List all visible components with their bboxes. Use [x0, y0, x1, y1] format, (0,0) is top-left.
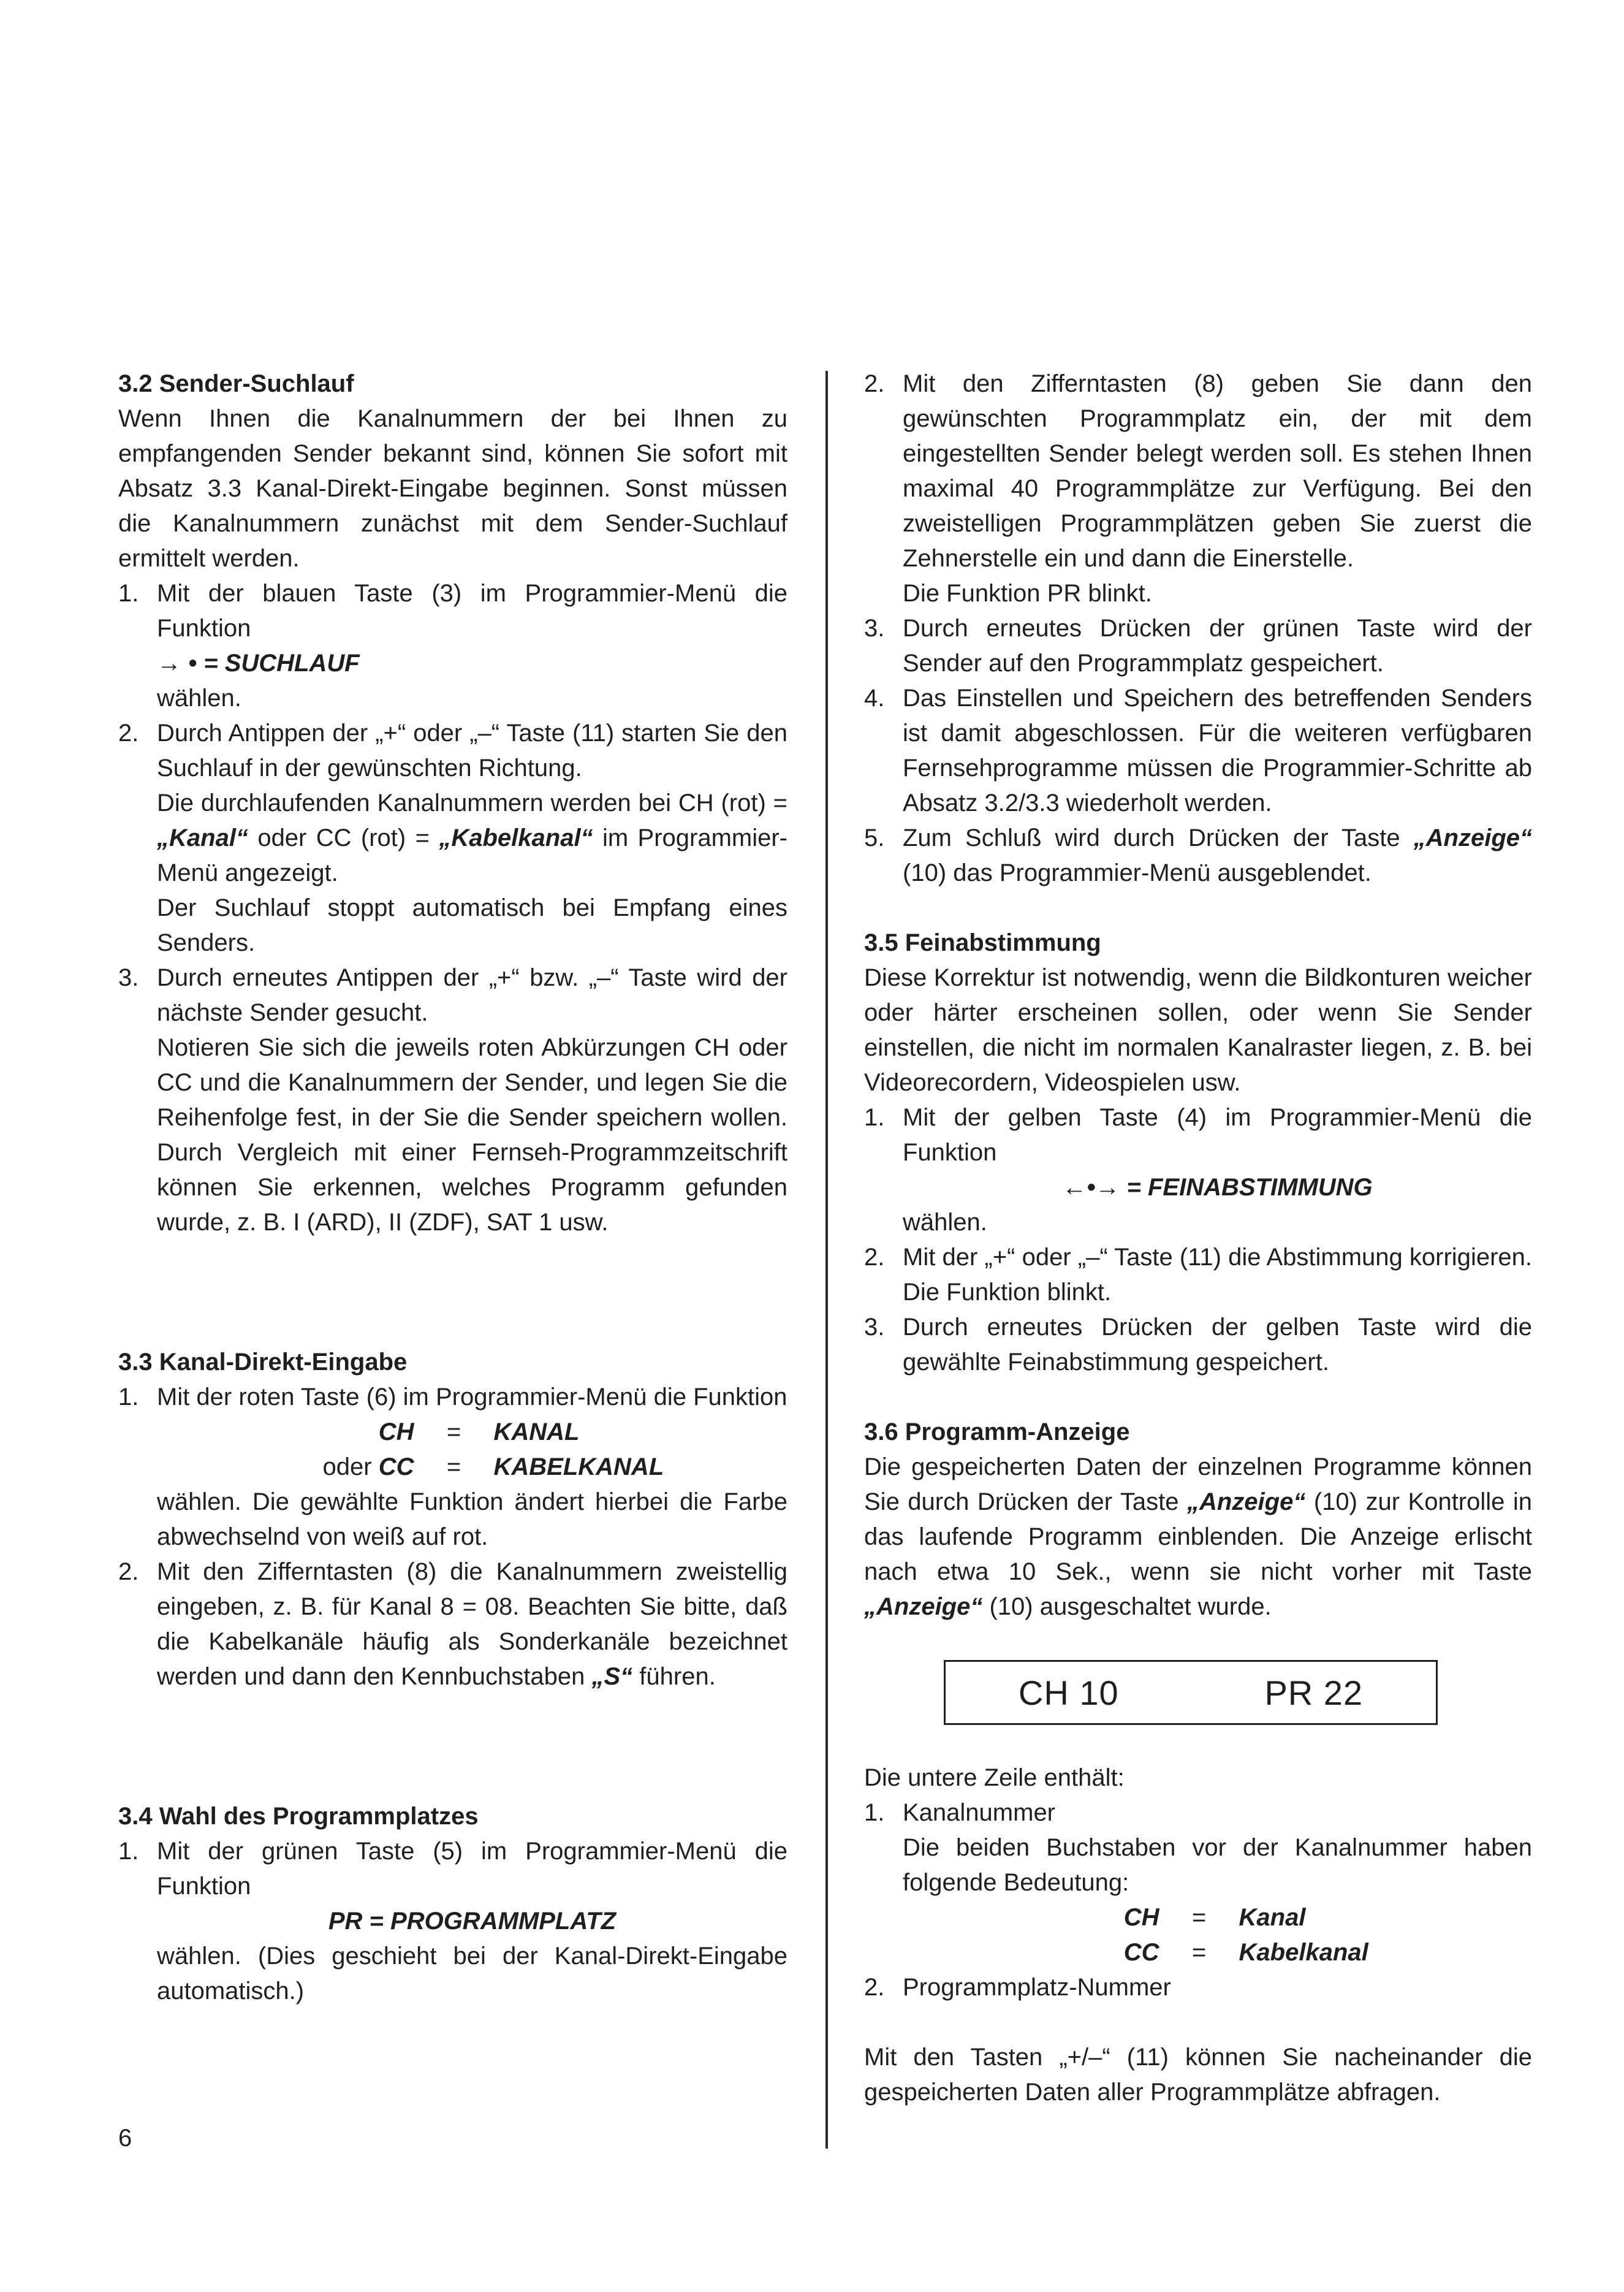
text-run: (10) ausgeschaltet wurde. [982, 1593, 1272, 1620]
item-text [903, 821, 1532, 891]
lower-line-caption: Die untere Zeile enthält: [864, 1764, 1125, 1791]
item-number: 3. [864, 615, 885, 642]
item-text: Der Suchlauf stoppt automatisch bei Empfang eines Senders. [157, 894, 787, 956]
list-item [118, 961, 787, 1240]
item-text: Durch Antippen der „+“ oder „–“ Taste (11) starten Sie den Suchlauf in der gewünschten Richtung. [157, 720, 787, 782]
item-number: 1. [118, 580, 139, 607]
item-text [157, 1555, 787, 1694]
step-list [864, 1100, 1532, 1380]
page-number: 6 [118, 2125, 132, 2152]
spacer [864, 891, 1532, 926]
list-item [864, 1310, 1532, 1380]
formula-ch [903, 1900, 1532, 1935]
text-run: Zum Schluß wird durch Drücken der Taste [903, 824, 1414, 851]
text-run: Mit den Zifferntasten (8) die Kanalnummern zweistellig eingeben, z. B. für Kanal 8 = 08. Beachten Sie bitte, daß die Kabelkanäle häufig als Sonderkanäle bezeichnet werden und dann den Kennbuchstaben [157, 1558, 787, 1690]
item-text: Mit der gelben Taste (4) im Programmier-Menü die Funktion [903, 1104, 1532, 1166]
step-list [118, 1834, 787, 2009]
section-title: 3.4 Wahl des Programmplatzes [118, 1803, 479, 1830]
function-formula: ←•→ = FEINABSTIMMUNG [1062, 1174, 1373, 1201]
item-text: Durch erneutes Drücken der grünen Taste wird der Sender auf den Programmplatz gespeichert. [903, 615, 1532, 677]
formula-ch [157, 1415, 787, 1450]
spacer [118, 1240, 787, 1345]
list-item [118, 1380, 787, 1555]
list-item [118, 576, 787, 716]
formula-right: Kabelkanal [1239, 1939, 1368, 1966]
function-formula: PR = PROGRAMMPLATZ [328, 1908, 617, 1935]
closing-text: Mit den Tasten „+/–“ (11) können Sie nacheinander die gespeicherten Daten aller Programmplätze abfragen. [864, 2044, 1532, 2106]
section-3-5 [864, 926, 1532, 1380]
section-3-3 [118, 1345, 787, 1694]
item-number: 2. [864, 370, 885, 397]
step-list [864, 367, 1532, 891]
item-number: 1. [118, 1384, 139, 1411]
formula-left [255, 1450, 414, 1485]
formula-left: CH [1123, 1904, 1159, 1931]
item-text [157, 786, 787, 891]
list-item [864, 611, 1532, 681]
display-program: PR 22 [1264, 1673, 1364, 1712]
section-3-4 [118, 1799, 787, 2009]
list-item [118, 716, 787, 961]
item-text: wählen. [903, 1209, 987, 1236]
item-text: Kanalnummer [903, 1799, 1056, 1826]
term-s: „S“ [591, 1663, 633, 1690]
term-anzeige: „Anzeige“ [1413, 824, 1532, 851]
section-intro: Diese Korrektur ist notwendig, wenn die Bildkonturen weicher oder härter erscheinen sollen, oder wenn Sie Sender einstellen, die nicht im normalen Kanalraster liegen, z. B. bei Videorecordern, Videospielen usw. [864, 964, 1532, 1096]
step-list [864, 1795, 1532, 2005]
formula-left: CC [1123, 1939, 1159, 1966]
item-text: wählen. [157, 685, 241, 712]
item-text: Durch erneutes Drücken der gelben Taste wird die gewählte Feinabstimmung gespeichert. [903, 1314, 1532, 1376]
spacer [864, 2005, 1532, 2040]
item-text: Das Einstellen und Speichern des betreffenden Senders ist damit abgeschlossen. Für die weiteren verfügbaren Fernsehprogramme müssen die Programmier-Schritte ab Absatz 3.2/3.3 wiederholt werden. [903, 685, 1532, 817]
formula-right: Kanal [1239, 1904, 1306, 1931]
section-3-2 [118, 367, 787, 1240]
list-item [864, 1240, 1532, 1310]
formula-cc [157, 1450, 787, 1485]
right-column [864, 367, 1532, 2110]
formula-right: KANAL [493, 1418, 580, 1445]
text-run: oder CC (rot) = [248, 824, 439, 851]
item-text: Mit den Zifferntasten (8) geben Sie dann den gewünschten Programmplatz ein, der mit dem eingestellten Sender belegt werden soll. Es stehen Ihnen maximal 40 Programmplätze zur Verfügung. Bei den zweistelligen Programmplätzen geben Sie zuerst die Zehnerstelle ein und dann die Einerstelle. [903, 370, 1532, 572]
formula-code: CC [378, 1453, 414, 1480]
item-text: Programmplatz-Nummer [903, 1974, 1171, 2001]
item-number: 3. [118, 964, 139, 991]
formula-equals: = [1191, 1939, 1207, 1966]
spacer [864, 1380, 1532, 1415]
step-list [118, 1380, 787, 1694]
list-item [864, 821, 1532, 891]
formula-equals: = [1191, 1904, 1207, 1931]
step-list [118, 576, 787, 1240]
list-item [118, 1555, 787, 1694]
section-intro: Wenn Ihnen die Kanalnummern der bei Ihnen zu empfangenden Sender bekannt sind, können Sie sofort mit Absatz 3.3 Kanal-Direkt-Eingabe beginnen. Sonst müssen die Kanalnummern zunächst mit dem Sender-Suchlauf ermittelt werden. [118, 405, 787, 572]
item-text: Mit der grünen Taste (5) im Programmier-Menü die Funktion [157, 1838, 787, 1900]
text-run: im Programmier-Menü angezeigt. [157, 824, 787, 886]
item-number: 1. [118, 1838, 139, 1865]
item-text: Durch erneutes Antippen der „+“ bzw. „–“ Taste wird der nächste Sender gesucht. [157, 964, 787, 1026]
item-number: 2. [118, 720, 139, 747]
term-kabelkanal: „Kabelkanal“ [439, 824, 593, 851]
item-text: Mit der blauen Taste (3) im Programmier-Menü die Funktion [157, 580, 787, 642]
term-anzeige: „Anzeige“ [864, 1593, 983, 1620]
list-item [864, 1970, 1532, 2005]
spacer [118, 1694, 787, 1799]
formula-equals: = [446, 1418, 461, 1445]
channel-display-box [944, 1660, 1438, 1725]
section-title: 3.6 Programm-Anzeige [864, 1418, 1130, 1445]
list-item [864, 1795, 1532, 1970]
text-run: führen. [632, 1663, 716, 1690]
item-text: Die Funktion PR blinkt. [903, 580, 1152, 607]
item-number: 5. [864, 824, 885, 851]
function-formula: → • = SUCHLAUF [157, 650, 360, 677]
item-number: 1. [864, 1799, 885, 1826]
section-title: 3.3 Kanal-Direkt-Eingabe [118, 1349, 408, 1376]
list-item [118, 1834, 787, 2009]
item-number: 2. [864, 1974, 885, 2001]
section-3-4-continued [864, 367, 1532, 891]
section-intro [864, 1450, 1532, 1624]
item-text: Mit der „+“ oder „–“ Taste (11) die Abstimmung korrigieren. Die Funktion blinkt. [903, 1244, 1532, 1306]
item-text: Mit der roten Taste (6) im Programmier-Menü die Funktion [157, 1384, 787, 1411]
item-number: 2. [118, 1558, 139, 1585]
formula-equals: = [446, 1453, 461, 1480]
section-3-6 [864, 1415, 1532, 2110]
item-number: 2. [864, 1244, 885, 1271]
list-item [864, 367, 1532, 611]
item-text: Notieren Sie sich die jeweils roten Abkürzungen CH oder CC und die Kanalnummern der Sender, und legen Sie die Reihenfolge fest, in der Sie die Sender speichern wollen. Durch Vergleich mit einer Fernseh-Programmzeitschrift können Sie erkennen, welches Programm gefunden wurde, z. B. I (ARD), II (ZDF), SAT 1 usw. [157, 1034, 787, 1236]
column-divider [825, 371, 828, 2149]
item-number: 1. [864, 1104, 885, 1131]
formula-left: CH [378, 1418, 414, 1445]
item-text: wählen. Die gewählte Funktion ändert hierbei die Farbe abwechselnd von weiß auf rot. [157, 1488, 787, 1550]
list-item [864, 681, 1532, 821]
text-run: (10) zur Kontrolle in das laufende Programm einblenden. Die Anzeige erlischt nach etwa 10 Sek., wenn sie nicht vorher mit Taste [864, 1488, 1533, 1585]
item-number: 3. [864, 1314, 885, 1341]
item-number: 4. [864, 685, 885, 712]
text-run: Die durchlaufenden Kanalnummern werden bei CH (rot) = [157, 790, 787, 817]
text-run: (10) das Programmier-Menü ausgeblendet. [903, 859, 1372, 886]
text-run: Die gespeicherten Daten der einzelnen Programme können Sie durch Drücken der Taste [864, 1453, 1532, 1515]
formula-prefix: oder [322, 1453, 379, 1480]
term-kanal: „Kanal“ [157, 824, 248, 851]
list-item [864, 1100, 1532, 1240]
display-channel: CH 10 [1018, 1673, 1119, 1712]
section-title: 3.5 Feinabstimmung [864, 929, 1101, 956]
formula-cc [903, 1935, 1532, 1970]
item-text: Die beiden Buchstaben vor der Kanalnummer haben folgende Bedeutung: [903, 1834, 1532, 1896]
item-text: wählen. (Dies geschieht bei der Kanal-Direkt-Eingabe automatisch.) [157, 1943, 787, 2005]
left-column [118, 367, 787, 2009]
term-anzeige: „Anzeige“ [1186, 1488, 1306, 1515]
formula-right: KABELKANAL [493, 1453, 664, 1480]
section-title: 3.2 Sender-Suchlauf [118, 370, 354, 397]
